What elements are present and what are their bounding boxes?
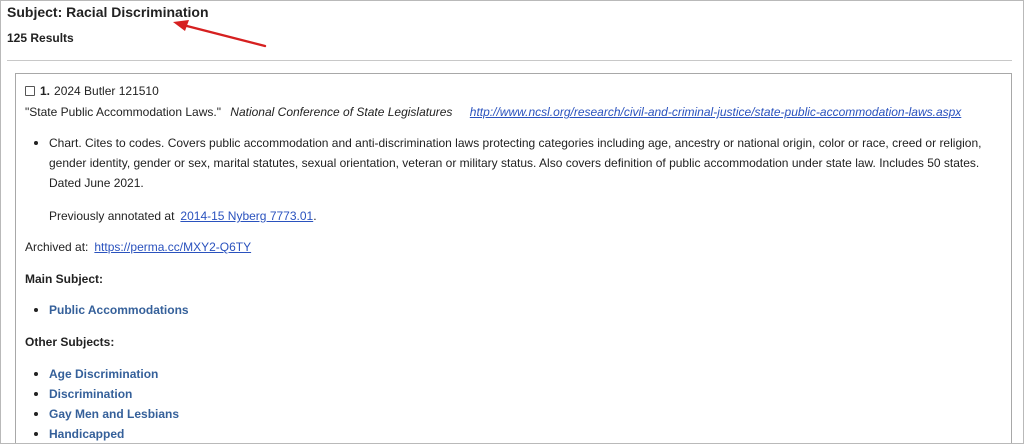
- citation-line: [25, 102, 961, 122]
- results-count: 125 Results: [7, 31, 74, 45]
- previously-annotated-link[interactable]: 2014-15 Nyberg 7773.01: [180, 209, 314, 223]
- subject-link-age-discrimination[interactable]: Age Discrimination: [49, 367, 159, 381]
- previously-suffix: .: [313, 209, 317, 223]
- publisher: National Conference of State Legislatures: [230, 105, 453, 119]
- result-record: [15, 73, 1012, 444]
- other-subject-item: [49, 424, 179, 444]
- red-arrow-icon: [167, 17, 271, 51]
- other-subjects-list: [25, 364, 179, 444]
- record-number: 1.: [40, 84, 51, 98]
- main-subject-list: [25, 300, 189, 320]
- other-subject-item: [49, 404, 179, 424]
- select-checkbox[interactable]: [25, 86, 35, 96]
- archived-label: Archived at:: [25, 240, 89, 254]
- other-subjects-label: Other Subjects:: [25, 335, 115, 349]
- subject-link-public-accommodations[interactable]: Public Accommodations: [49, 303, 189, 317]
- description: [25, 133, 995, 193]
- citation-id: 2024 Butler 121510: [54, 84, 159, 98]
- other-subject-item: [49, 384, 179, 404]
- previously-label: Previously annotated at: [49, 209, 175, 223]
- subject-link-gay-men-and-lesbians[interactable]: Gay Men and Lesbians: [49, 407, 180, 421]
- main-subject-label: Main Subject:: [25, 272, 104, 286]
- source-title: "State Public Accommodation Laws.": [25, 105, 221, 119]
- record-header: [25, 82, 159, 100]
- description-item: Chart. Cites to codes. Covers public accommodation and anti-discrimination laws protecting categories including age, ancestry or national origin, color or race, creed or religion, gender identity, gender or sex, marital statutes, sexual orientation, veteran or military status. Also covers definition of public accommodation under state law. Includes 50 states. Dated June 2021.: [49, 133, 995, 193]
- divider: [7, 60, 1012, 61]
- archived-at: [25, 237, 251, 257]
- source-url-link[interactable]: http://www.ncsl.org/research/civil-and-criminal-justice/state-public-accommodation-laws.aspx: [469, 105, 962, 119]
- main-subject-item: [49, 300, 189, 320]
- archived-link[interactable]: https://perma.cc/MXY2-Q6TY: [94, 240, 252, 254]
- previously-annotated: [49, 206, 317, 226]
- subject-link-discrimination[interactable]: Discrimination: [49, 387, 133, 401]
- page-title: Subject: Racial Discrimination: [7, 4, 209, 20]
- subject-link-handicapped[interactable]: Handicapped: [49, 427, 125, 441]
- other-subject-item: [49, 364, 179, 384]
